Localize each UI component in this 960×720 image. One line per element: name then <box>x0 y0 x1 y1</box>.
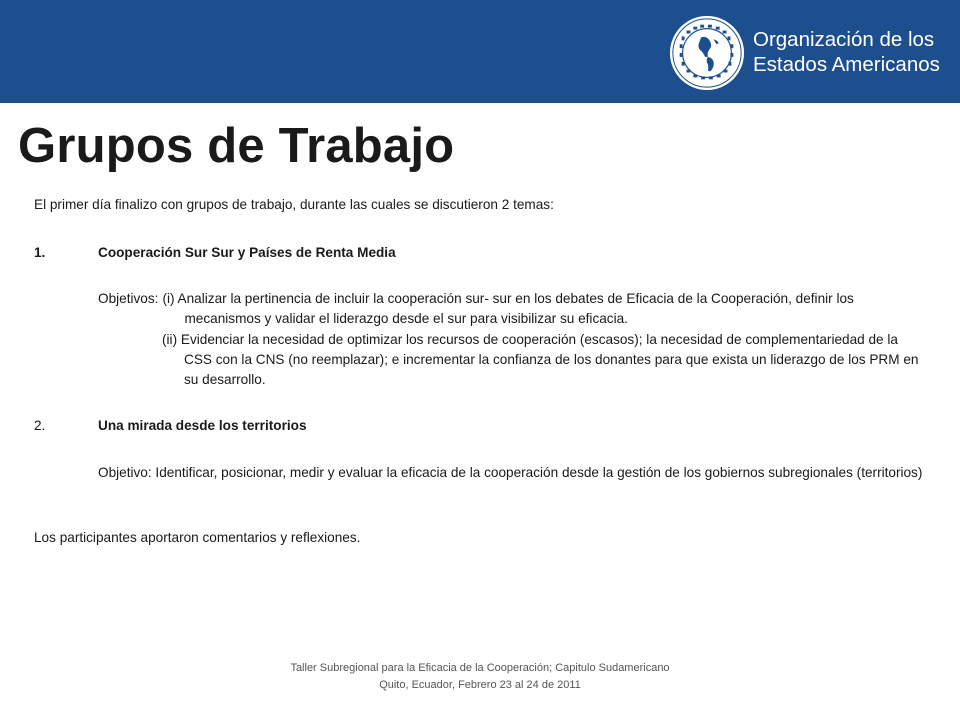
footer-line1: Taller Subregional para la Eficacia de la Cooperación; Capitulo Sudamericano <box>290 662 670 674</box>
item-2-objective <box>98 463 924 483</box>
item-2-heading <box>34 416 307 436</box>
objectives-label: Objetivos: <box>98 291 159 306</box>
page-title: Grupos de Trabajo <box>18 119 455 173</box>
item-1-number: 1. <box>34 245 46 260</box>
header-bar <box>0 0 960 103</box>
item-2-title: Una mirada desde los territorios <box>98 418 307 433</box>
item-1-title: Cooperación Sur Sur y Países de Renta Media <box>98 245 396 260</box>
objective-i: (i) Analizar la pertinencia de incluir la cooperación sur- sur en los debates de Eficacia de la Cooperación, definir los mecanismos y validar el liderazgo desde el sur para visibilizar su eficacia. <box>162 291 854 326</box>
closing-text: Los participantes aportaron comentarios y reflexiones. <box>34 530 361 545</box>
item-1-objectives <box>98 289 924 390</box>
item-1-heading <box>34 243 396 263</box>
footer <box>0 660 960 694</box>
objective-ii: (ii) Evidenciar la necesidad de optimizar los recursos de cooperación (escasos); la necesidad de complementariedad de la CSS con la CNS (no reemplazar); e incrementar la confianza de los donantes para que exista un liderazgo de los PRM en su desarrollo. <box>162 332 919 387</box>
oas-seal-icon <box>668 14 746 92</box>
intro-text: El primer día finalizo con grupos de trabajo, durante las cuales se discutieron 2 temas: <box>34 197 554 212</box>
org-name-line1: Organización de los <box>753 28 935 51</box>
item-2-number: 2. <box>34 418 46 433</box>
organization-name <box>753 27 953 77</box>
footer-line2: Quito, Ecuador, Febrero 23 al 24 de 2011 <box>379 679 581 691</box>
org-name-line2: Estados Americanos <box>753 53 940 76</box>
objective-text: Objetivo: Identificar, posicionar, medir y evaluar la eficacia de la cooperación desde la gestión de los gobiernos subregionales (territorios) <box>98 465 923 480</box>
